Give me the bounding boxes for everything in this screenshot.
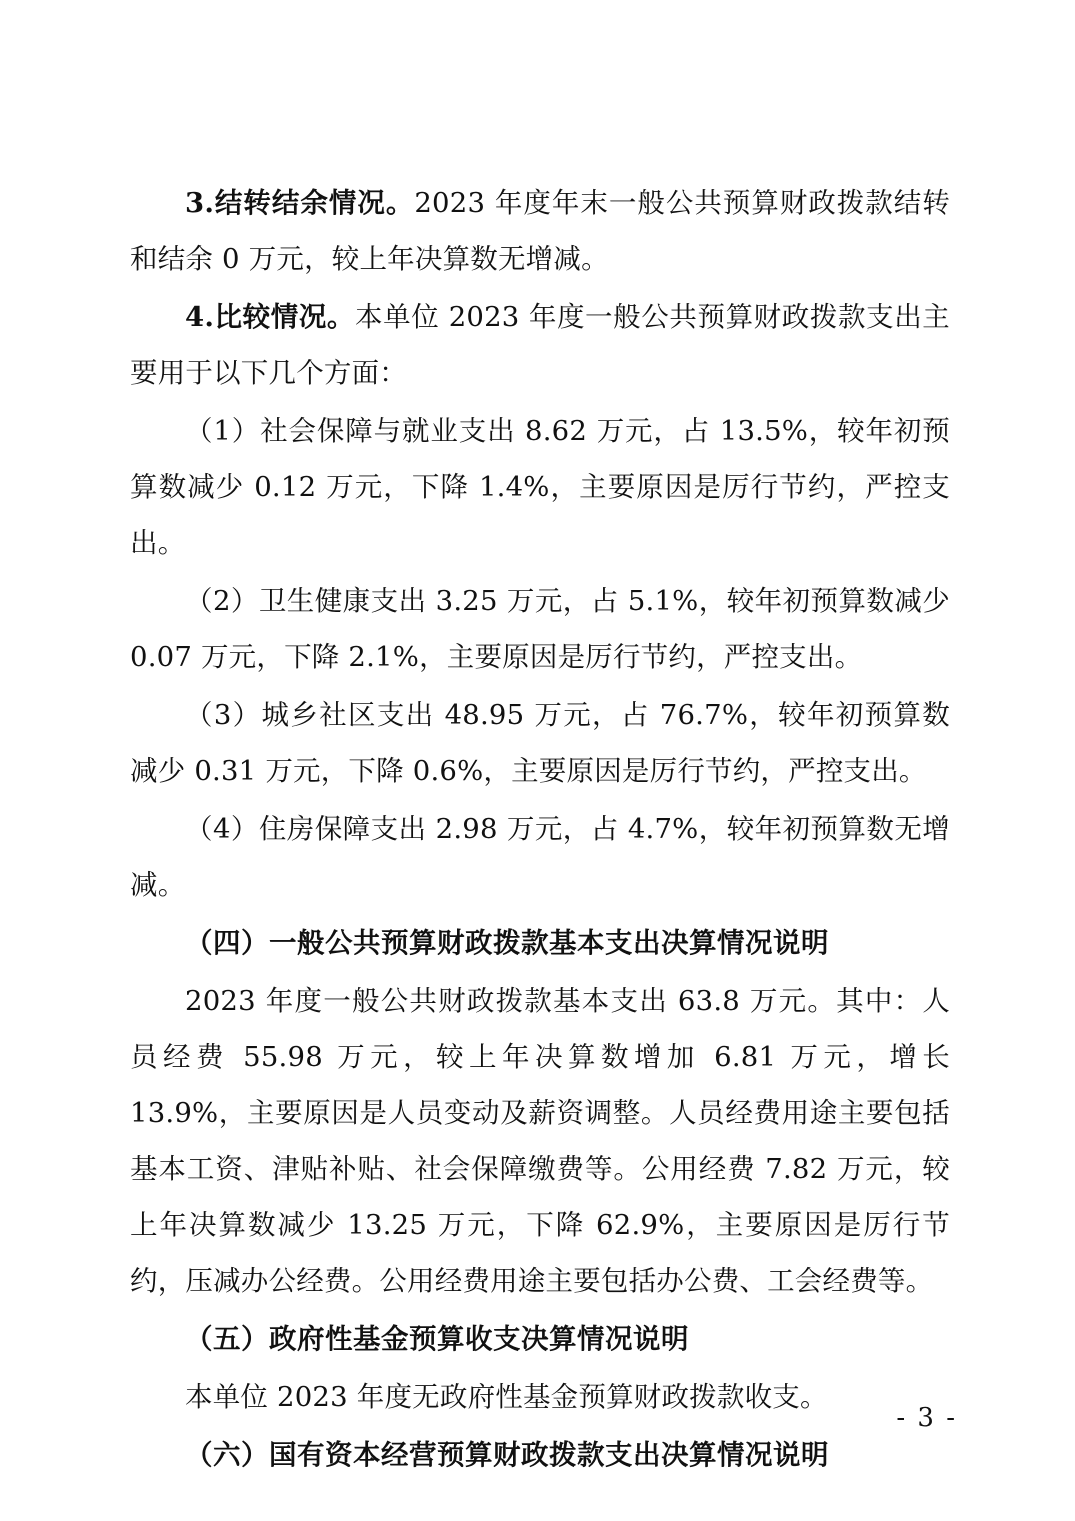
document-body [130, 175, 950, 1485]
paragraph-text-3: 2023 年度年末一般公共预算财政拨款结转和结余 0 万元，较上年决算数无增减。 [130, 187, 950, 275]
paragraph-lead-4: 4.比较情况。 [185, 301, 356, 333]
section-four-body: 2023 年度一般公共财政拨款基本支出 63.8 万元。其中：人员经费 55.98 万元，较上年决算数增加 6.81 万元，增长 13.9%，主要原因是人员变动及薪资调整。人员经费用途主要包括基本工资、津贴补贴、社会保障缴费等。公用经费 7.82 万元，较上年决算数减少 13.25 万元，下降 62.9%，主要原因是厉行节约，压减办公经费。公用经费用途主要包括办公费、工会经费等。 [130, 985, 950, 1297]
paragraph-item-2: （2）卫生健康支出 3.25 万元，占 5.1%，较年初预算数减少 0.07 万元，下降 2.1%，主要原因是厉行节约，严控支出。 [130, 585, 950, 673]
section-heading-four: （四）一般公共预算财政拨款基本支出决算情况说明 [185, 927, 829, 959]
paragraph-carryover-balance [130, 175, 950, 287]
paragraph-item-1: （1）社会保障与就业支出 8.62 万元，占 13.5%，较年初预算数减少 0.12 万元，下降 1.4%，主要原因是厉行节约，严控支出。 [130, 415, 950, 559]
paragraph-item-4: （4）住房保障支出 2.98 万元，占 4.7%，较年初预算数无增减。 [130, 813, 950, 901]
paragraph-text-4: 本单位 2023 年度一般公共预算财政拨款支出主要用于以下几个方面： [130, 301, 950, 389]
section-heading-five: （五）政府性基金预算收支决算情况说明 [185, 1323, 689, 1355]
paragraph-item-3: （3）城乡社区支出 48.95 万元，占 76.7%，较年初预算数减少 0.31 万元，下降 0.6%，主要原因是厉行节约，严控支出。 [130, 699, 950, 787]
section-heading-six: （六）国有资本经营预算财政拨款支出决算情况说明 [185, 1439, 829, 1471]
paragraph-lead-3: 3.结转结余情况。 [185, 187, 415, 219]
section-five-body: 本单位 2023 年度无政府性基金预算财政拨款收支。 [185, 1381, 828, 1413]
paragraph-comparison [130, 289, 950, 401]
page-number: - 3 - [896, 1403, 957, 1433]
